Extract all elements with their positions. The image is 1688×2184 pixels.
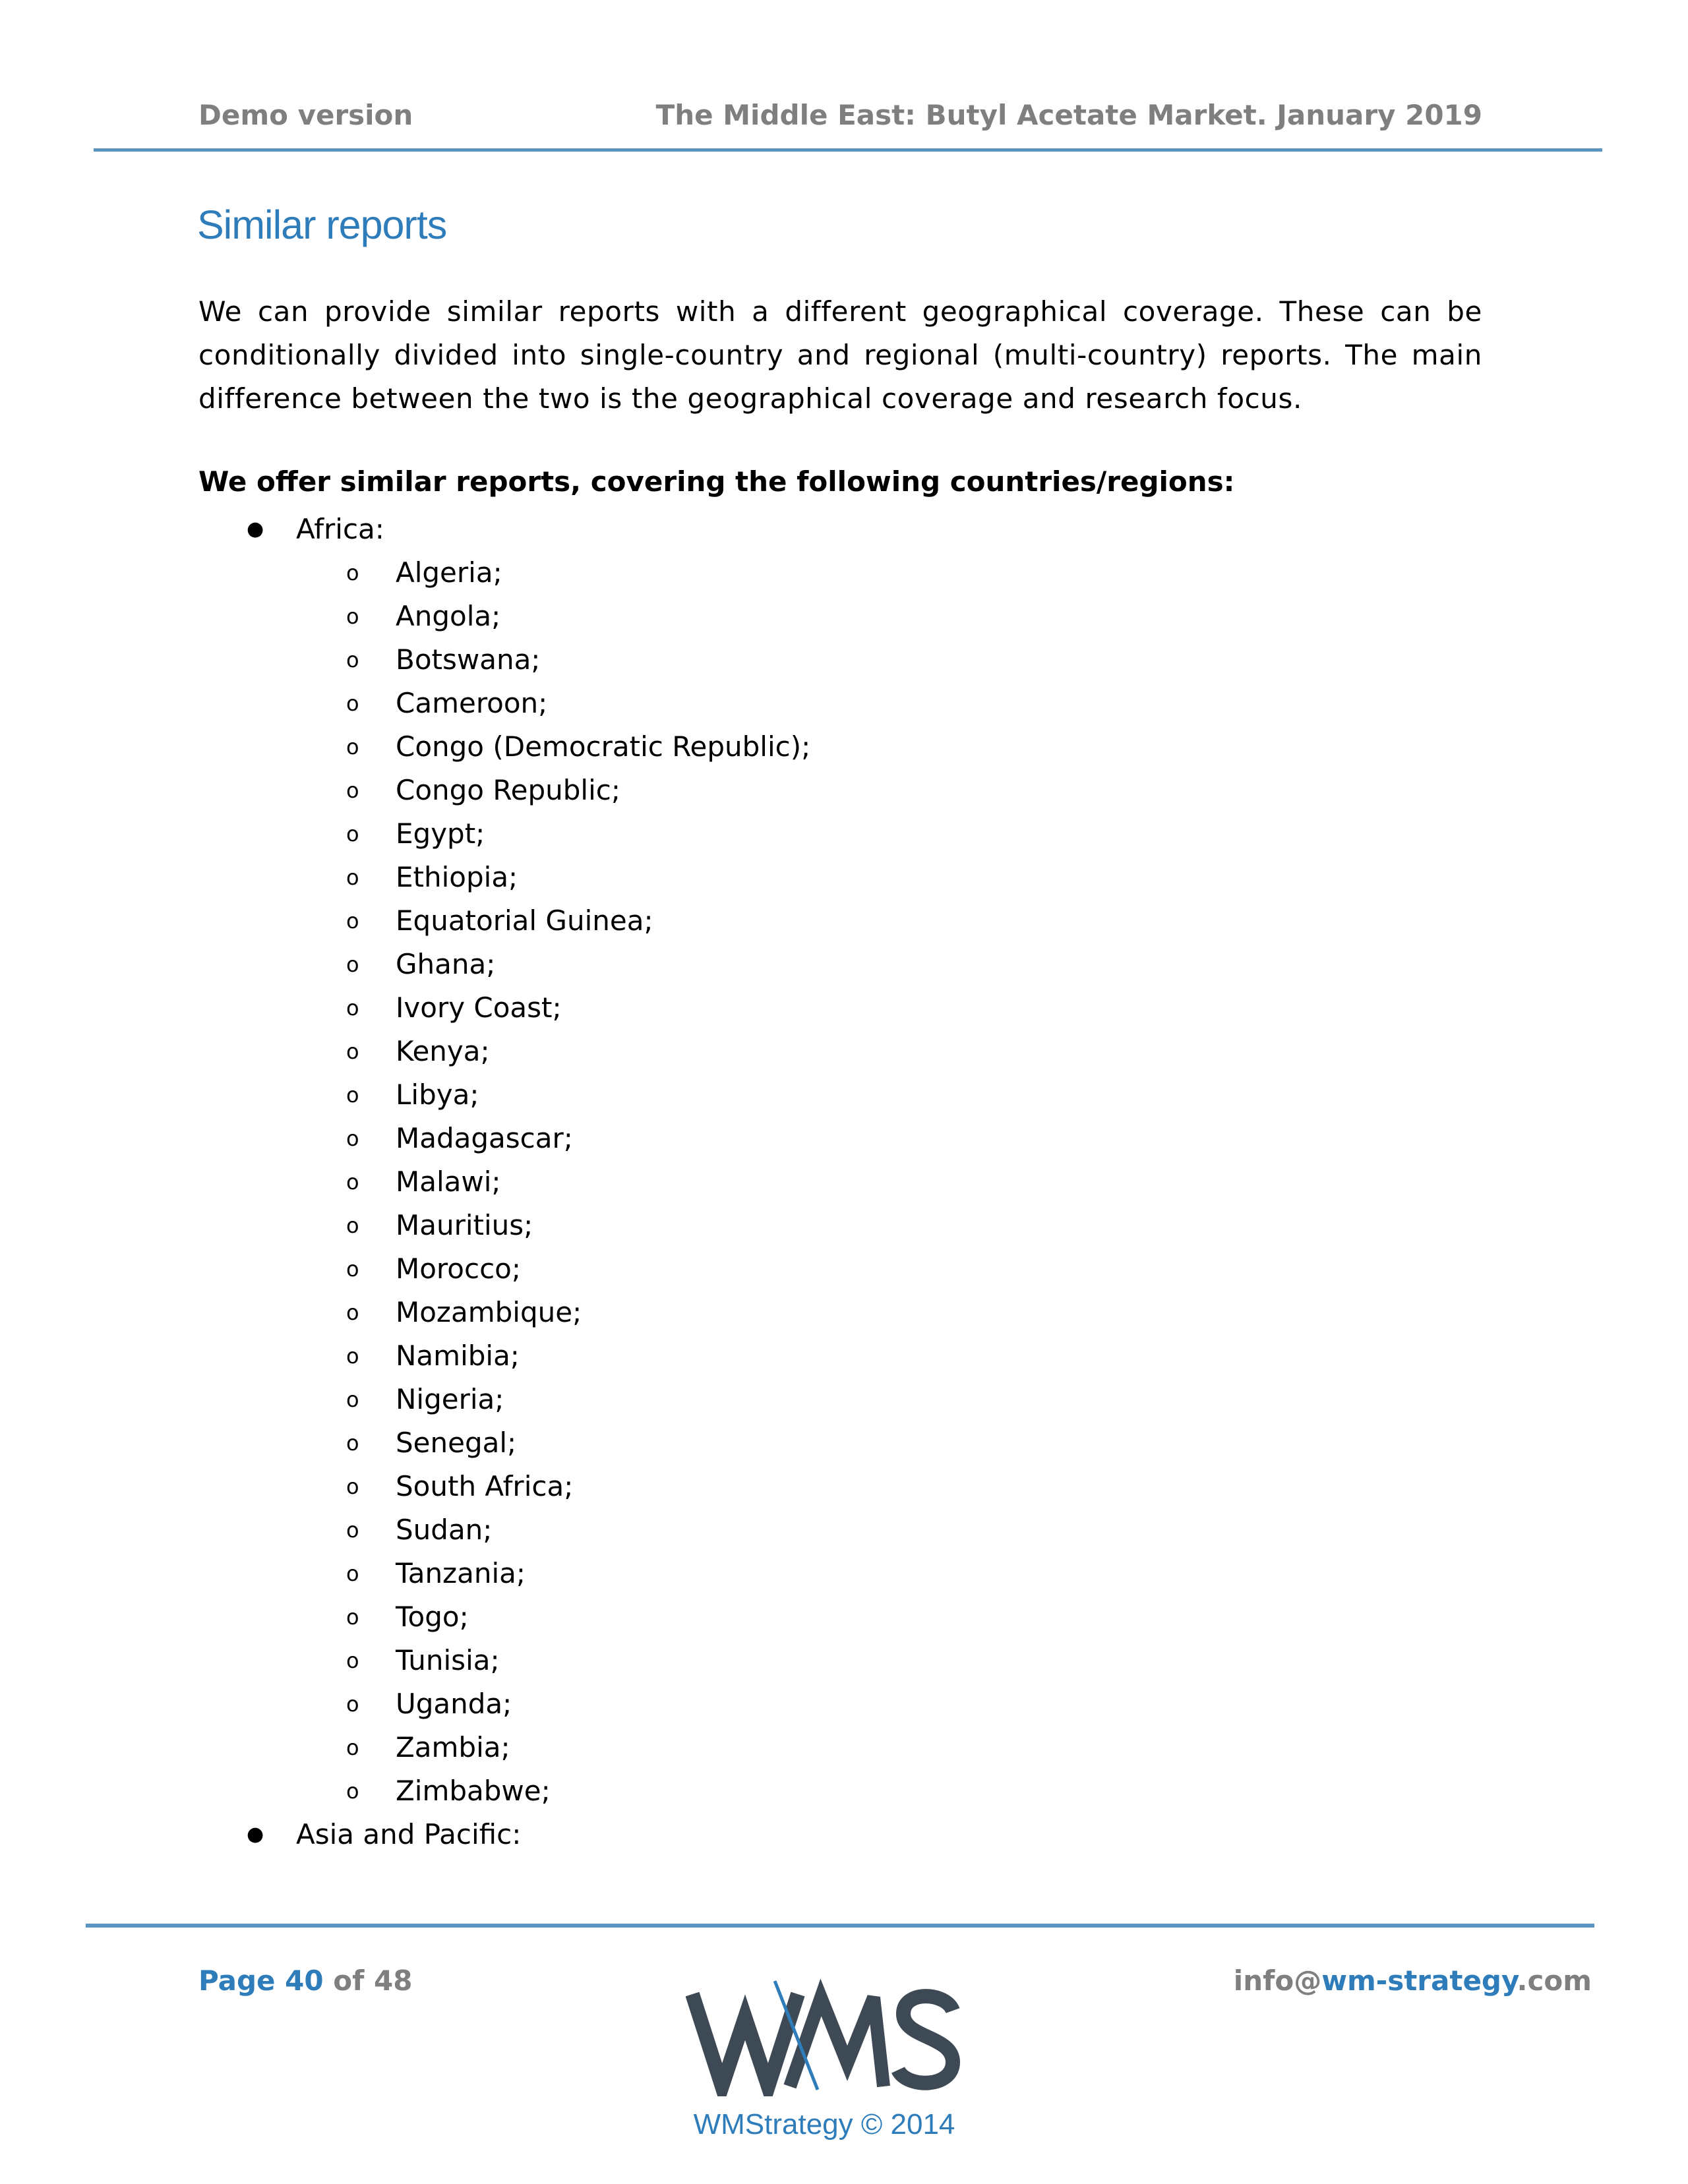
sub-bullet-icon: o [346, 1735, 359, 1760]
country-item: Botswana; [396, 643, 541, 676]
sub-bullet-icon: o [346, 647, 359, 672]
region-label: Africa: [296, 513, 384, 545]
sub-bullet-icon: o [346, 1256, 359, 1282]
country-item: Sudan; [396, 1514, 493, 1546]
sub-bullet-icon: o [346, 995, 359, 1020]
country-item: Congo (Democratic Republic); [396, 730, 811, 763]
page-indicator [198, 1964, 412, 1997]
country-item: Angola; [396, 600, 501, 632]
sub-bullet-icon: o [346, 1518, 359, 1543]
sub-bullet-icon: o [346, 1082, 359, 1107]
sub-bullet-icon: o [346, 1300, 359, 1325]
sub-bullet-icon: o [346, 1561, 359, 1586]
sub-bullet-icon: o [346, 1648, 359, 1673]
sub-bullet-icon: o [346, 1169, 359, 1195]
country-item: Mozambique; [396, 1296, 582, 1328]
page-of: of [333, 1964, 365, 1997]
country-item: Namibia; [396, 1340, 520, 1372]
country-item: Algeria; [396, 556, 502, 589]
sub-bullet-icon: o [346, 1474, 359, 1499]
country-item: Madagascar; [396, 1122, 573, 1154]
country-item: Malawi; [396, 1166, 501, 1198]
email-domain: wm-strategy [1321, 1964, 1517, 1997]
country-item: Kenya; [396, 1035, 490, 1067]
header-report-title: The Middle East: Butyl Acetate Market. January 2019 [655, 99, 1482, 131]
region-label: Asia and Pacific: [296, 1818, 522, 1850]
footer-divider [86, 1924, 1594, 1928]
country-item: Equatorial Guinea; [396, 904, 653, 937]
country-item: Senegal; [396, 1427, 517, 1459]
country-item: Ethiopia; [396, 861, 518, 893]
country-item: Libya; [396, 1078, 479, 1111]
sub-bullet-icon: o [346, 1431, 359, 1456]
offer-heading: We offer similar reports, covering the following countries/regions: [198, 465, 1235, 498]
bullet-icon: ● [247, 1823, 264, 1846]
country-item: Uganda; [396, 1688, 512, 1720]
country-item: Ivory Coast; [396, 991, 562, 1024]
intro-paragraph: We can provide similar reports with a different geographical coverage. These can be conditionally divided into single-country and regional (multi-country) reports. The main difference between the two is the geographical coverage and research focus. [198, 295, 1482, 415]
country-item: Mauritius; [396, 1209, 533, 1241]
sub-bullet-icon: o [346, 734, 359, 759]
section-title: Similar reports [197, 202, 447, 247]
country-item: Morocco; [396, 1253, 522, 1285]
sub-bullet-icon: o [346, 1387, 359, 1412]
wms-logo [686, 1978, 963, 2096]
sub-bullet-icon: o [346, 1126, 359, 1151]
country-item: Zambia; [396, 1731, 510, 1763]
bullet-icon: ● [247, 517, 264, 541]
sub-bullet-icon: o [346, 865, 359, 890]
country-item: Ghana; [396, 948, 496, 980]
country-item: Tunisia; [396, 1644, 500, 1676]
contact-email[interactable] [1234, 1964, 1592, 1997]
country-item: Tanzania; [396, 1557, 526, 1589]
country-item: Togo; [396, 1601, 469, 1633]
country-item: Congo Republic; [396, 774, 621, 806]
country-item: Nigeria; [396, 1383, 504, 1415]
sub-bullet-icon: o [346, 1039, 359, 1064]
sub-bullet-icon: o [346, 821, 359, 846]
page-label: Page [198, 1964, 276, 1997]
sub-bullet-icon: o [346, 604, 359, 629]
country-item: South Africa; [396, 1470, 574, 1502]
header-divider [94, 148, 1602, 152]
country-item: Cameroon; [396, 687, 548, 719]
sub-bullet-icon: o [346, 1213, 359, 1238]
sub-bullet-icon: o [346, 1605, 359, 1630]
sub-bullet-icon: o [346, 1779, 359, 1804]
sub-bullet-icon: o [346, 1692, 359, 1717]
sub-bullet-icon: o [346, 778, 359, 803]
email-user: info@ [1233, 1964, 1322, 1997]
header-left-label: Demo version [198, 99, 413, 131]
sub-bullet-icon: o [346, 952, 359, 977]
email-tld: .com [1517, 1964, 1592, 1997]
page-total: 48 [374, 1964, 413, 1997]
country-item: Egypt; [396, 817, 485, 850]
country-item: Zimbabwe; [396, 1775, 551, 1807]
sub-bullet-icon: o [346, 1343, 359, 1369]
logo-caption: WMStrategy © 2014 [693, 2108, 955, 2140]
sub-bullet-icon: o [346, 908, 359, 933]
page-number: 40 [285, 1964, 324, 1997]
sub-bullet-icon: o [346, 691, 359, 716]
sub-bullet-icon: o [346, 560, 359, 585]
